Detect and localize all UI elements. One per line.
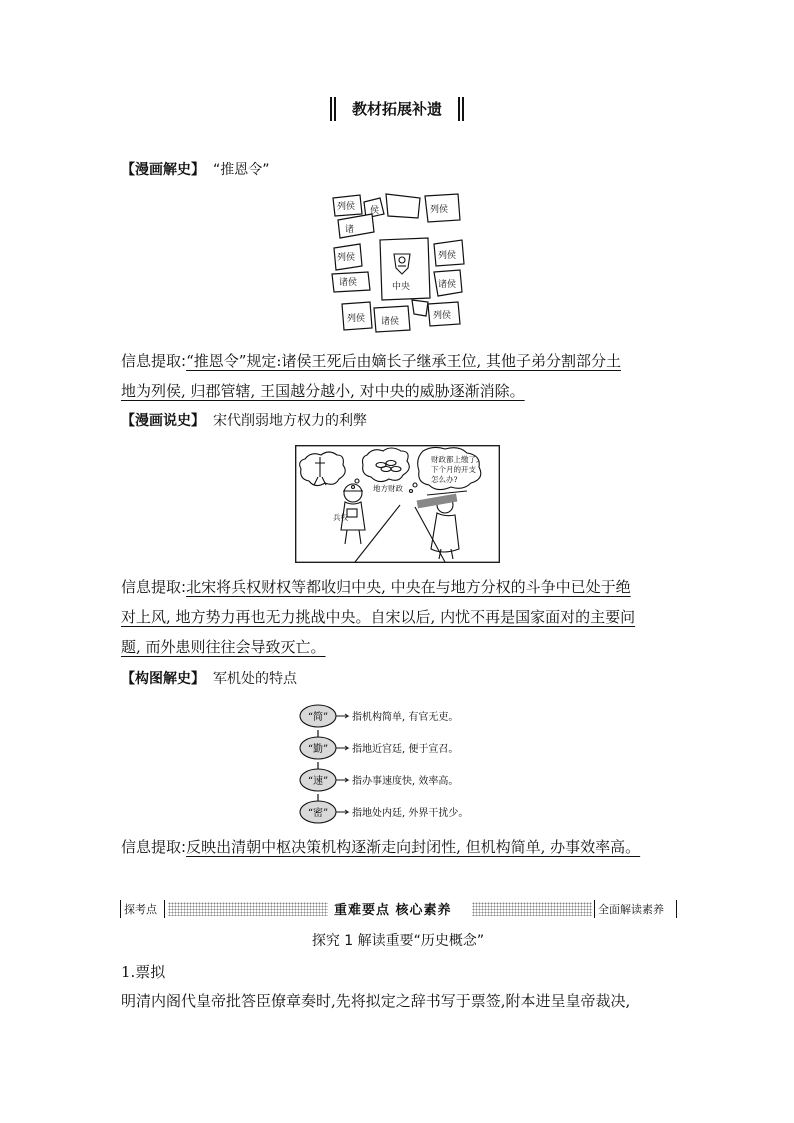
diagram-node-desc-3: 指地处内廷, 外界干扰少。 <box>352 808 469 819</box>
label-liehou-6: 列侯 <box>433 311 452 321</box>
explore-title: 探究 1 解读重要“历史概念” <box>311 933 485 949</box>
comic1-info <box>121 346 681 406</box>
strip-left-label: 探考点 <box>124 903 157 916</box>
comic2-heading <box>121 411 367 431</box>
diagram-node-desc-2: 指办事速度快, 效率高。 <box>352 776 459 787</box>
diagram-node-desc-0: 指机构简单, 有官无吏。 <box>352 712 459 723</box>
label-liehou-4: 列侯 <box>438 251 457 261</box>
comic2-info-line-1: 北宋将兵权财权等都收归中央, 中央在与地方分权的斗争中已处于绝 <box>186 578 631 596</box>
comic2-bracket: 【漫画说史】 <box>121 413 205 429</box>
diagram-heading <box>121 669 297 689</box>
comic2-info-line-2: 对上风, 地方势力再也无力挑战中央。自宋以后, 内忧不再是国家面对的主要问 <box>121 608 636 626</box>
item1-text: 明清内阁代皇帝批答臣僚章奏时,先将拟定之辞书写于票签,附本进呈皇帝裁决, <box>121 992 631 1010</box>
comic1-info-line-1: “推恩令”规定:诸侯王死后由嫡长子继承王位, 其他子弟分割部分土 <box>186 352 621 370</box>
info-label: 信息提取: <box>121 838 187 856</box>
comic1-topic: “推恩令” <box>213 162 270 178</box>
diagram-bracket: 【构图解史】 <box>121 671 205 687</box>
section-title-text: 教材拓展补遗 <box>351 100 442 118</box>
diagram-info <box>121 832 691 862</box>
diagram-arrow-1 <box>336 746 348 750</box>
label-zhu: 诸 <box>345 225 355 235</box>
speech-line-1: 财政都上缴了, <box>431 455 479 464</box>
strip-center-label: 重难要点 核心素养 <box>334 903 452 918</box>
comic1-info-line-2: 地为列侯, 归郡管辖, 王国越分越小, 对中央的威胁逐渐消除。 <box>121 382 525 400</box>
section-strip <box>120 898 680 920</box>
comic1-bracket: 【漫画解史】 <box>121 162 205 178</box>
junjichu-diagram <box>298 702 518 828</box>
strip-right-label: 全面解读素养 <box>598 903 664 916</box>
diagram-node-key-1: “勤” <box>307 744 329 755</box>
diagram-node-key-0: “简” <box>307 712 329 723</box>
label-bingquan: 兵权 <box>333 513 348 522</box>
label-hou: 侯 <box>370 206 380 216</box>
diagram-node-desc-1: 指地近宫廷, 便于宣召。 <box>352 744 459 755</box>
speech-line-3: 怎么办? <box>431 475 458 484</box>
label-zhuhou-right: 诸侯 <box>438 280 457 290</box>
item1-title: 1.票拟 <box>121 963 166 981</box>
label-zhuhou-bottom: 诸侯 <box>381 317 400 327</box>
label-liehou-1: 列侯 <box>337 202 356 212</box>
info-label: 信息提取: <box>121 352 187 370</box>
label-zhongyang: 中央 <box>392 282 411 292</box>
label-liehou-5: 列侯 <box>347 314 366 324</box>
comic2-info <box>121 572 681 662</box>
tuienling-comic-figure <box>330 192 465 337</box>
speech-line-2: 下个月的开支 <box>431 465 476 474</box>
diagram-arrow-3 <box>336 810 348 814</box>
section-title <box>330 96 464 122</box>
comic1-heading <box>121 160 270 180</box>
diagram-info-text: 反映出清朝中枢决策机构逐渐走向封闭性, 但机构简单, 办事效率高。 <box>186 838 641 856</box>
diagram-node-key-2: “速” <box>307 776 329 787</box>
label-difang-caizheng: 地方财政 <box>373 484 403 493</box>
label-liehou-2: 列侯 <box>430 205 449 215</box>
info-label: 信息提取: <box>121 578 187 596</box>
diagram-node-key-3: “密” <box>307 808 329 819</box>
diagram-topic: 军机处的特点 <box>213 671 297 687</box>
label-liehou-3: 列侯 <box>337 253 356 263</box>
comic2-info-line-3: 题, 而外患则往往会导致灭亡。 <box>121 638 326 656</box>
song-dynasty-comic-figure <box>295 445 500 563</box>
label-zhuhou-left: 诸侯 <box>339 278 358 288</box>
diagram-arrow-0 <box>336 714 348 718</box>
diagram-arrow-2 <box>336 778 348 782</box>
comic2-topic: 宋代削弱地方权力的利弊 <box>213 413 367 429</box>
